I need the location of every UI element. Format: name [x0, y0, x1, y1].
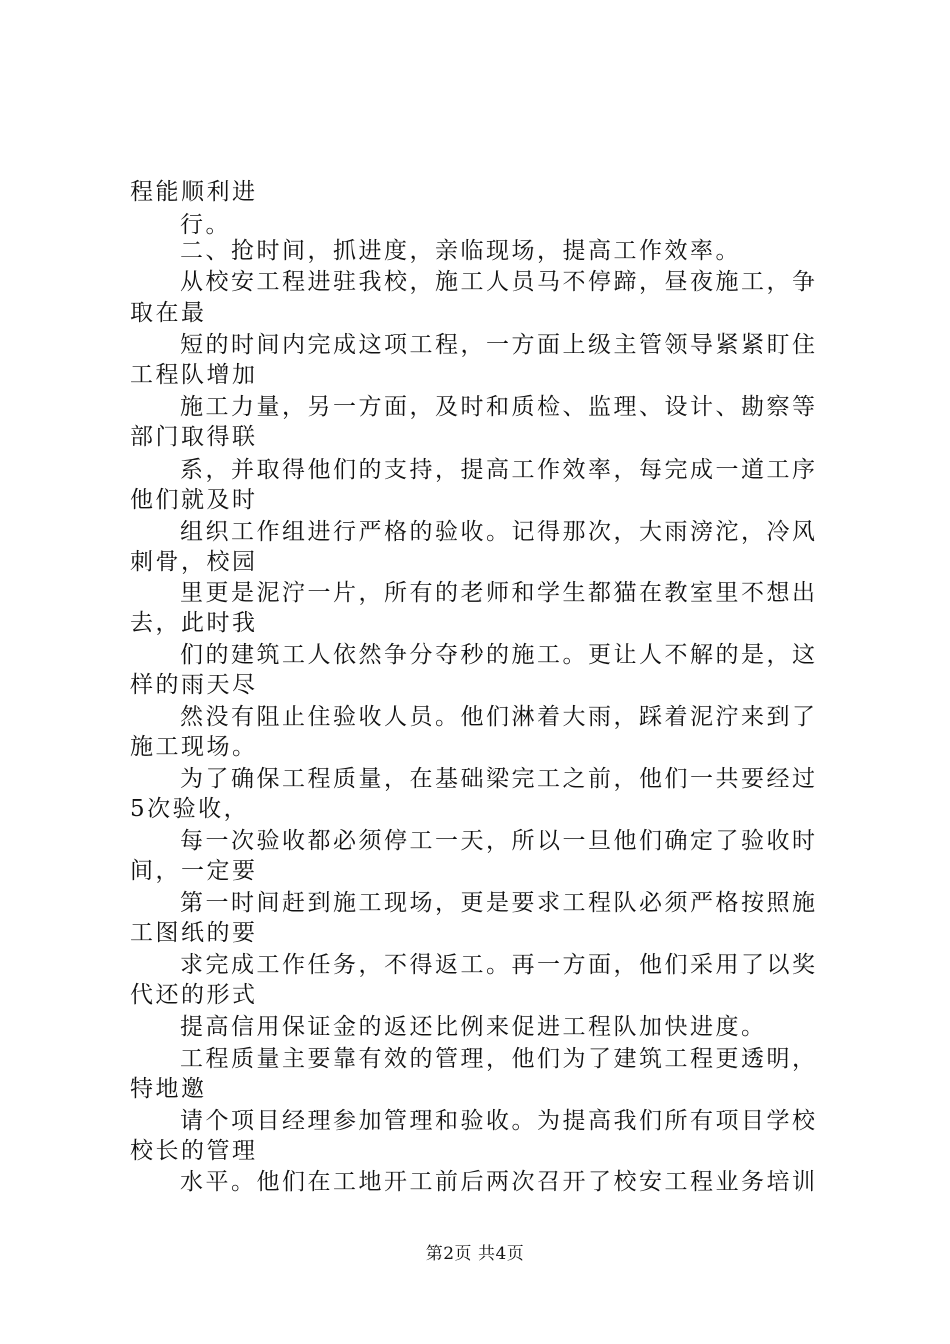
text-line: 程能顺利进: [130, 179, 258, 205]
text-line: 请个项目经理参加管理和验收。为提高我们所有项目学校: [180, 1108, 818, 1134]
text-line: 工程质量主要靠有效的管理，他们为了建筑工程更透明，: [180, 1046, 818, 1072]
text-line: 施工力量，另一方面，及时和质检、监理、设计、勘察等: [180, 394, 818, 420]
text-line: 里更是泥泞一片，所有的老师和学生都猫在教室里不想出: [180, 580, 818, 606]
text-line: 样的雨天尽: [130, 672, 258, 698]
text-line: 部门取得联: [130, 424, 258, 450]
page-footer: [0, 1242, 950, 1266]
text-line: 他们就及时: [130, 487, 258, 513]
text-line: 每一次验收都必须停工一天，所以一旦他们确定了验收时: [180, 828, 818, 854]
text-line: 代还的形式: [130, 982, 258, 1008]
text-line: 从校安工程进驻我校，施工人员马不停蹄，昼夜施工，争: [180, 269, 818, 295]
text-line: 施工现场。: [130, 734, 258, 760]
page-number-label: 第2页 共4页: [425, 1244, 525, 1264]
text-line: 求完成工作任务，不得返工。再一方面，他们采用了以奖: [180, 952, 818, 978]
text-line: 行。: [180, 212, 231, 238]
text-line: 校长的管理: [130, 1138, 258, 1164]
text-line: 短的时间内完成这项工程，一方面上级主管领导紧紧盯住: [180, 332, 818, 358]
text-line: 5次验收，: [130, 796, 250, 822]
text-line: 为了确保工程质量，在基础梁完工之前，他们一共要经过: [180, 766, 818, 792]
text-line: 特地邀: [130, 1076, 207, 1102]
text-line: 水平。他们在工地开工前后两次召开了校安工程业务培训: [180, 1169, 818, 1195]
text-line: 提高信用保证金的返还比例来促进工程队加快进度。: [180, 1014, 767, 1040]
text-line: 然没有阻止住验收人员。他们淋着大雨，踩着泥泞来到了: [180, 704, 818, 730]
text-line: 取在最: [130, 300, 207, 326]
text-line: 间，一定要: [130, 858, 258, 884]
text-line: 们的建筑工人依然争分夺秒的施工。更让人不解的是，这: [180, 642, 818, 668]
text-line: 去，此时我: [130, 610, 258, 636]
text-line: 工图纸的要: [130, 920, 258, 946]
text-line: 第一时间赶到施工现场，更是要求工程队必须严格按照施: [180, 890, 818, 916]
section-heading: 二、抢时间，抓进度，亲临现场，提高工作效率。: [180, 238, 741, 264]
text-line: 组织工作组进行严格的验收。记得那次，大雨滂沱，冷风: [180, 519, 818, 545]
text-line: 系，并取得他们的支持，提高工作效率，每完成一道工序: [180, 457, 818, 483]
text-line: 工程队增加: [130, 362, 258, 388]
text-line: 刺骨，校园: [130, 549, 258, 575]
